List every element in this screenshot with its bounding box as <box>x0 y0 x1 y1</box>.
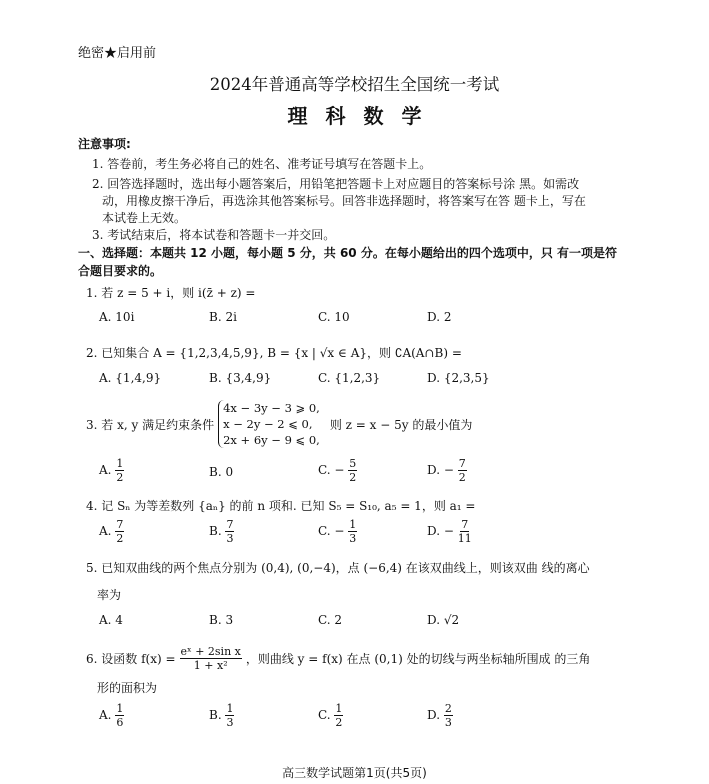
question-6-option-d: D. $\frac{2}{3}$ <box>427 702 452 729</box>
fraction: $\frac{1}{3}$ <box>349 518 357 545</box>
question-3-option-a: A. $\frac{1}{2}$ <box>99 457 124 484</box>
question-3-prefix: 3. 若 x, y 满足约束条件 <box>86 417 215 432</box>
question-4-option-c: C. − $\frac{1}{3}$ <box>318 518 357 545</box>
question-4-option-b: B. $\frac{7}{3}$ <box>209 518 234 545</box>
fraction: $\frac{7}{2}$ <box>116 518 124 545</box>
question-6-stem: 6. 设函数 f(x) = $\frac{\text{eˣ + 2sin x}}{\text{1 + x²}}$ ，则曲线 y = f(x) 在点 (0,1) 处的切线与两坐标轴所围成 的三角 <box>86 645 591 672</box>
fraction: $\frac{7}{2}$ <box>458 457 466 484</box>
fraction: $\frac{7}{3}$ <box>226 518 234 545</box>
question-3-option-b: B. 0 <box>209 465 234 479</box>
confidential-label: 绝密★启用前 <box>78 46 157 61</box>
question-5-option-c: C. 2 <box>318 613 343 627</box>
note-item-1: 1. 答卷前，考生务必将自己的姓名、准考证号填写在答题卡上。 <box>92 157 432 171</box>
fraction: $\frac{5}{2}$ <box>349 457 357 484</box>
question-5-option-d: D. √2 <box>427 613 460 627</box>
question-1-stem: 1. 若 z = 5 + i，则 i(z̄ + z) = <box>86 286 256 300</box>
question-6-option-c: C. $\frac{1}{2}$ <box>318 702 343 729</box>
fraction: $\frac{1}{2}$ <box>116 457 124 484</box>
question-2-option-c: C. {1,2,3} <box>318 371 381 385</box>
question-5-stem: 5. 已知双曲线的两个焦点分别为 (0,4), (0,−4)，点 (−6,4) 在该双曲线上，则该双曲 线的离心 <box>86 561 590 575</box>
question-4-option-a: A. $\frac{7}{2}$ <box>99 518 124 545</box>
fraction: $\frac{1}{2}$ <box>335 702 343 729</box>
question-3-option-c: C. − $\frac{5}{2}$ <box>318 457 357 484</box>
fraction: $\frac{2}{3}$ <box>444 702 452 729</box>
question-3-option-d: D. − $\frac{7}{2}$ <box>427 457 466 484</box>
note-item-2-cont: 动，用橡皮擦干净后，再选涂其他答案标号。回答非选择题时，将答案写在答 题卡上，写在 <box>102 194 586 208</box>
question-4-option-d: D. − $\frac{7}{11}$ <box>427 518 472 545</box>
question-2-stem: 2. 已知集合 A = {1,2,3,4,5,9}, B = {x | √x ∈ A}，则 ∁A(A∩B) = <box>86 346 462 360</box>
notes-heading: 注意事项: <box>78 137 131 151</box>
exam-title: 2024年普通高等学校招生全国统一考试 <box>209 75 500 94</box>
constraint-1: 4x − 3y − 3 ⩾ 0, <box>223 401 320 415</box>
question-4-stem: 4. 记 Sₙ 为等差数列 {aₙ} 的前 n 项和. 已知 S₅ = S₁₀, a₅ = 1，则 a₁ = <box>86 499 476 513</box>
section-heading-cont: 合题目要求的。 <box>78 264 163 278</box>
fraction: $\frac{7}{11}$ <box>457 518 472 545</box>
question-6-option-a: A. $\frac{1}{6}$ <box>99 702 124 729</box>
subject-title: 理科数学 <box>287 104 440 128</box>
question-5-option-b: B. 3 <box>209 613 234 627</box>
question-3-suffix: 则 z = x − 5y 的最小值为 <box>329 417 473 432</box>
question-1-option-c: C. 10 <box>318 310 350 324</box>
question-2-option-d: D. {2,3,5} <box>427 371 490 385</box>
question-2-option-a: A. {1,4,9} <box>99 371 162 385</box>
fraction: $\frac{1}{3}$ <box>226 702 234 729</box>
question-5-stem-cont: 率为 <box>97 588 122 602</box>
constraint-2: x − 2y − 2 ⩽ 0, <box>223 417 313 431</box>
note-item-3: 3. 考试结束后，将本试卷和答题卡一并交回。 <box>92 228 336 242</box>
fraction: $\frac{1}{6}$ <box>116 702 124 729</box>
constraint-3: 2x + 6y − 9 ⩽ 0, <box>223 433 320 447</box>
question-5-option-a: A. 4 <box>99 613 123 627</box>
constraint-system <box>218 400 320 448</box>
question-1-option-d: D. 2 <box>427 310 452 324</box>
function-fraction: $\frac{\text{eˣ + 2sin x}}{\text{1 + x²}}$ <box>180 645 241 672</box>
question-3-stem <box>86 400 472 448</box>
question-6-stem-cont: 形的面积为 <box>97 681 158 695</box>
note-item-2-end: 本试卷上无效。 <box>102 211 187 225</box>
question-1-option-b: B. 2i <box>209 310 237 324</box>
question-6-option-b: B. $\frac{1}{3}$ <box>209 702 234 729</box>
section-heading: 一、选择题：本题共 12 小题，每小题 5 分，共 60 分。在每小题给出的四个选项中，只 有一项是符 <box>78 246 617 260</box>
question-2-option-b: B. {3,4,9} <box>209 371 272 385</box>
note-item-2: 2. 回答选择题时，选出每小题答案后，用铅笔把答题卡上对应题目的答案标号涂 黑。如需改 <box>92 177 580 191</box>
question-1-option-a: A. 10i <box>99 310 135 324</box>
page-footer: 高三数学试题第1页(共5页) <box>282 766 427 780</box>
